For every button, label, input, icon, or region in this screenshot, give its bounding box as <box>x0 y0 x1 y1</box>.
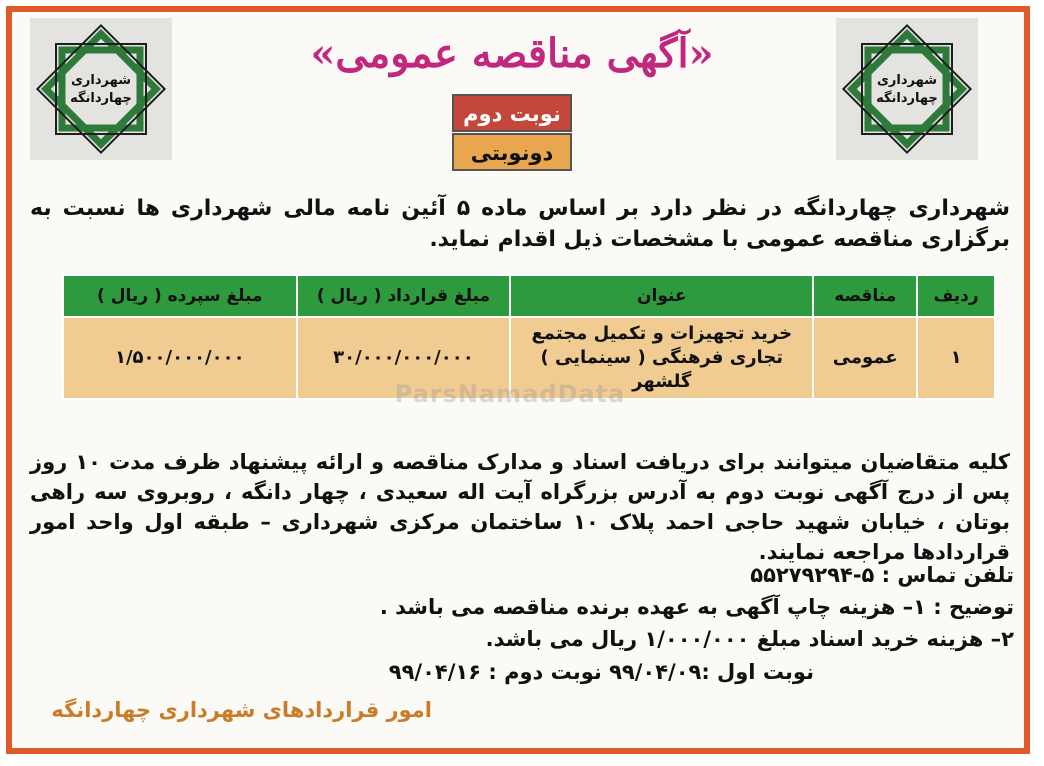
logo-text-line1: شهرداری <box>877 73 937 88</box>
cell-deposit-amount: ۱/۵۰۰/۰۰۰/۰۰۰ <box>63 317 297 399</box>
note-line-1: توضیح : ۱– هزینه چاپ آگهی به عهده برنده مناقصه می باشد . <box>379 595 1014 619</box>
logo-text-line1: شهرداری <box>71 73 131 88</box>
cell-tender-type: عمومی <box>813 317 917 399</box>
round-badge: نوبت دوم <box>452 94 572 132</box>
header-row-number: ردیف <box>917 275 995 317</box>
footer-signature: امور قراردادهای شهرداری چهاردانگه <box>51 698 432 722</box>
logo-text-line2: چهاردانگه <box>876 91 938 106</box>
watermark-text: ParsNamadData <box>394 380 626 408</box>
intro-paragraph: شهرداری چهاردانگه در نظر دارد بر اساس ماده ۵ آئین نامه مالی شهرداری ها نسبت به برگزاری مناقصه عمومی با مشخصات ذیل اقدام نماید. <box>30 196 1011 252</box>
star-emblem-icon <box>30 18 172 160</box>
cell-contract-amount: ۳۰/۰۰۰/۰۰۰/۰۰۰ <box>297 317 511 399</box>
publication-dates: نوبت اول :۹۹/۰۴/۰۹ نوبت دوم : ۹۹/۰۴/۱۶ <box>388 660 814 684</box>
header-contract-amount: مبلغ قرارداد ( ریال ) <box>297 275 511 317</box>
header-deposit-amount: مبلغ سپرده ( ریال ) <box>63 275 297 317</box>
star-emblem-icon <box>836 18 978 160</box>
header-tender-type: مناقصه <box>813 275 917 317</box>
cell-subject: خرید تجهیزات و تکمیل مجتمع تجاری فرهنگی ( سینمایی ) گلشهر <box>510 317 813 399</box>
logo-text-line2: چهاردانگه <box>70 91 132 106</box>
municipality-logo-right <box>836 18 978 160</box>
header-subject: عنوان <box>510 275 813 317</box>
note-line-2: ۲– هزینه خرید اسناد مبلغ ۱/۰۰۰/۰۰۰ ریال می باشد. <box>485 627 1014 651</box>
municipality-logo-left <box>30 18 172 160</box>
type-badge: دونوبتی <box>452 133 572 171</box>
notice-title: «آگهی مناقصه عمومی» <box>310 30 714 77</box>
cell-row-number: ۱ <box>917 317 995 399</box>
body-paragraph: کلیه متقاضیان میتوانند برای دریافت اسناد و مدارک مناقصه و ارائه پیشنهاد ظرف مدت ۱۰ روز پس از درج آگهی نوبت دوم به آدرس بزرگراه آیت اله سعیدی ، چهار دانگه ، روبروی سه راهی بوتان ، خیابان شهید حاجی احمد پلاک ۱۰ ساختمان مرکزی شهرداری – طبقه اول واحد امور قراردادها مراجعه نمایند. <box>30 450 1010 564</box>
table-header-row <box>63 275 995 317</box>
phone-line: تلفن تماس : ۵-۵۵۲۷۹۲۹۴ <box>750 563 1014 587</box>
